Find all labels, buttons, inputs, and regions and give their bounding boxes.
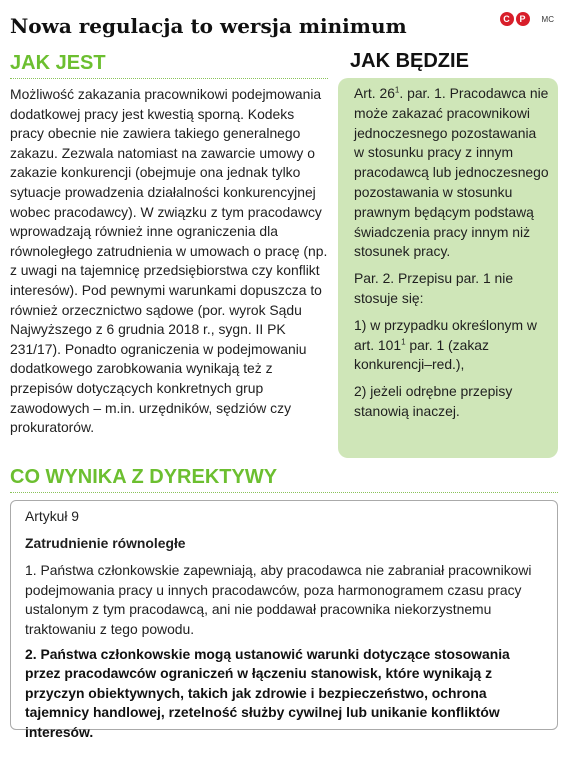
copyright-c-icon: C <box>500 12 514 26</box>
jak-bedzie-title: JAK BĘDZIE <box>350 50 469 72</box>
directive-subtitle: Zatrudnienie równoległe <box>25 534 186 551</box>
author-initials: MC <box>541 14 554 24</box>
copyright-p-icon: P <box>516 12 530 26</box>
jak-jest-title: JAK JEST <box>10 52 106 74</box>
jak-bedzie-paragraph-3: 1) w przypadku określonym w art. $101^1$ par. 1 (zakaz konkurencji–red.), <box>354 316 537 373</box>
credits <box>500 12 554 26</box>
directive-paragraph-1: 1. Państwa członkowskie zapewniają, aby pracodawca nie zabraniał pracownikowi podejmowania pracy u innych pracodawców, poza harmonogramem czasu pracy ustalonym z tym pracodawcą, ani nie poddawał pracownika niekorzystnemu traktowaniu z tego powodu. <box>25 562 532 637</box>
directive-paragraph-2: 2. Państwa członkowskie mogą ustanowić warunki dotyczące stosowania przez pracodawców ograniczeń w łączeniu stanowisk, które wynikają z przyczyn obiektywnych, takich jak zdrowie i bezpieczeństwo, ochrona tajemnicy handlowej, rzetelność służby cywilnej lub unikanie konfliktów interesów. <box>25 645 510 740</box>
section-divider <box>10 492 558 493</box>
headline: Nowa regulacja to wersja minimum <box>10 14 407 38</box>
jak-bedzie-paragraph-4: 2) jeżeli odrębne przepisy stanowią inaczej. <box>354 383 513 419</box>
directive-article: Artykuł 9 <box>25 508 80 524</box>
directive-box <box>10 500 558 740</box>
section-divider <box>10 78 328 79</box>
jak-bedzie-content <box>354 84 550 429</box>
jak-jest-body: Możliwość zakazania pracownikowi podejmowania dodatkowej pracy jest kwestią sporną. Kodeks pracy obecnie nie zawiera takiego generalnego zakazu. Zezwala natomiast na zawarcie umowy o zakazie konkurencji (obejmuje ona jednak tylko sytuacje prowadzenia działalności konkurencyjnej wobec pracodawcy). W związku z tym pracodawcy wprowadzają również inne ograniczenia dla równoległego zatrudnienia w umowach o pracę (np. z uwagi na tajemnicę przedsiębiorstwa czy konflikt interesów). Pod pewnymi warunkami dopuszcza to również orzecznictwo sądowe (por. wyrok Sądu Najwyższego z 6 grudnia 2018 r., sygn. II PK 231/17). Ponadto ograniczenia w podejmowaniu dodatkowego zarobkowania wynikają też z przepisów dotyczących konkretnych grup zawodowych – m.in. urzędników, sędziów czy prokuratorów. <box>10 86 328 436</box>
co-wynika-title: CO WYNIKA Z DYREKTYWY <box>10 466 278 488</box>
jak-bedzie-paragraph-1: Art. $26^1$. par. 1. Pracodawca nie może zakazać pracownikowi jednoczesnego pozostawania w stosunku pracy z innym pracodawcą lub jednoczesnego pozostawania w stosunku prawnym będącym podstawą świadczenia pracy innym niż stosunek pracy. <box>354 85 549 260</box>
jak-bedzie-paragraph-2: Par. 2. Przepisu par. 1 nie stosuje się: <box>354 270 514 306</box>
